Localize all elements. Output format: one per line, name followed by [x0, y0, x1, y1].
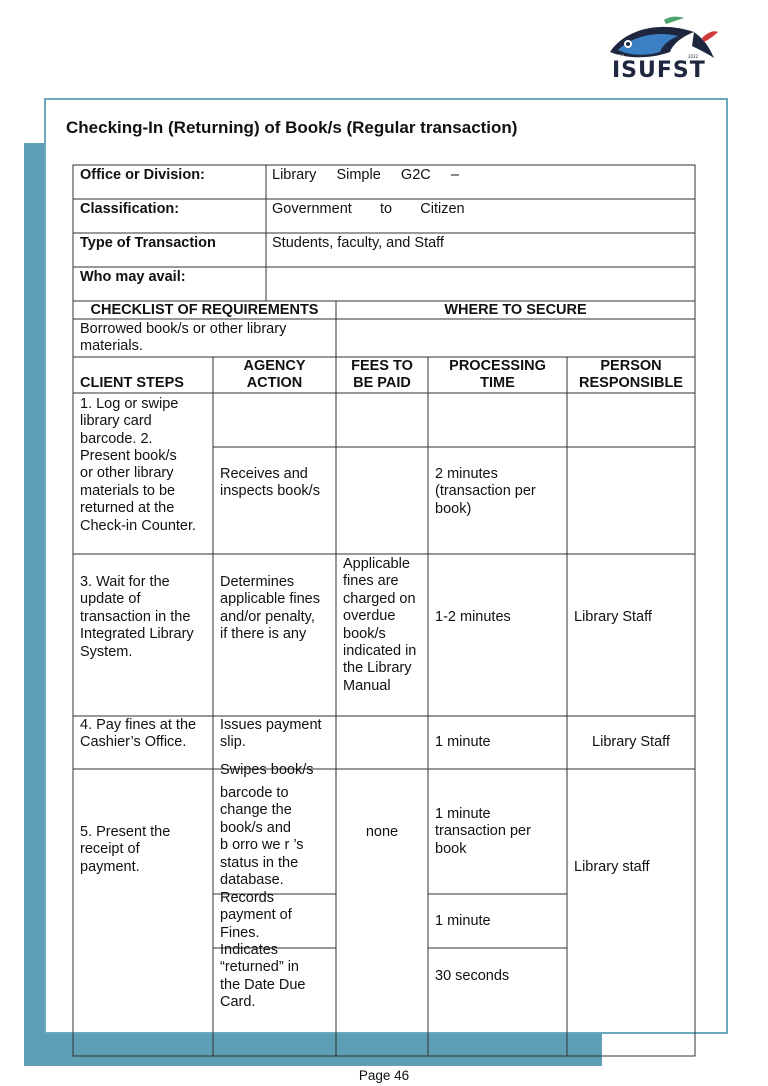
step-4-text: 4. Pay fines at the Cashier’s Office. — [80, 717, 197, 751]
step-5-action-barcode: barcode to change the book/s and b orro we r ’s status in the database. — [220, 785, 304, 889]
step-5-action-indicates: Indicates “returned” in the Date Due Card. — [220, 942, 306, 1011]
step-5-person: Library staff — [574, 859, 650, 875]
step-4-action: Issues payment slip. — [220, 717, 322, 751]
who-label: Who may avail: — [80, 269, 186, 285]
col-client-steps: CLIENT STEPS — [80, 375, 184, 391]
classification-label: Classification: — [80, 201, 180, 217]
col-person-responsible: PERSON RESPONSIBLE — [579, 358, 683, 392]
type-label: Type of Transaction — [80, 235, 216, 251]
requirement-item: Borrowed book/s or other library materials. — [80, 321, 287, 355]
step-2-time: 2 minutes (transaction per book) — [435, 466, 536, 517]
office-value: Library Simple G2C – — [272, 167, 459, 183]
type-value: Students, faculty, and Staff — [272, 235, 444, 251]
step-5-fees: none — [365, 824, 399, 840]
col-fees: FEES TO BE PAID — [351, 358, 413, 392]
logo-year-left: 1954 — [614, 54, 625, 59]
where-to-secure-header: WHERE TO SECURE — [444, 302, 587, 318]
checklist-header: CHECKLIST OF REQUIREMENTS — [90, 302, 319, 318]
step-3-text: 3. Wait for the update of transaction in the Integrated Library System. — [80, 574, 194, 660]
step-5-time-swipe: 1 minute transaction per book — [435, 806, 531, 857]
col-agency-action: AGENCY ACTION — [243, 358, 306, 392]
step-5-action-records: Records payment of Fines. — [220, 890, 292, 941]
office-label: Office or Division: — [80, 167, 205, 183]
step-5-action-swipe: Swipes book/s — [220, 762, 314, 778]
step-3-fees: Applicable fines are charged on overdue book/s indicated in the Library Manual — [343, 556, 417, 694]
step-4-time: 1 minute — [435, 734, 491, 750]
step-5-text: 5. Present the receipt of payment. — [80, 824, 171, 875]
step-2-text: Present book/s or other library materials to be returned at the Check-in Counter. — [80, 448, 197, 534]
step-3-action: Determines applicable fines and/or penalty, if there is any — [220, 574, 320, 643]
step-4-person: Library Staff — [592, 734, 670, 750]
step-3-person: Library Staff — [574, 609, 652, 625]
step-1-text: 1. Log or swipe library card barcode. 2. — [80, 396, 179, 447]
logo-wordmark: ISUFST — [612, 58, 706, 83]
page-title: Checking-In (Returning) of Book/s (Regular transaction) — [66, 118, 518, 137]
step-5-time-indicates: 30 seconds — [435, 968, 510, 984]
page-number: Page 46 — [358, 1068, 410, 1083]
step-5-time-records: 1 minute — [435, 913, 491, 929]
classification-value: Government to Citizen — [272, 201, 465, 217]
logo-year-right: 2022 — [688, 54, 699, 59]
step-3-time: 1-2 minutes — [435, 609, 511, 625]
col-processing-time: PROCESSING TIME — [449, 358, 546, 392]
step-2-action: Receives and inspects book/s — [220, 466, 320, 500]
